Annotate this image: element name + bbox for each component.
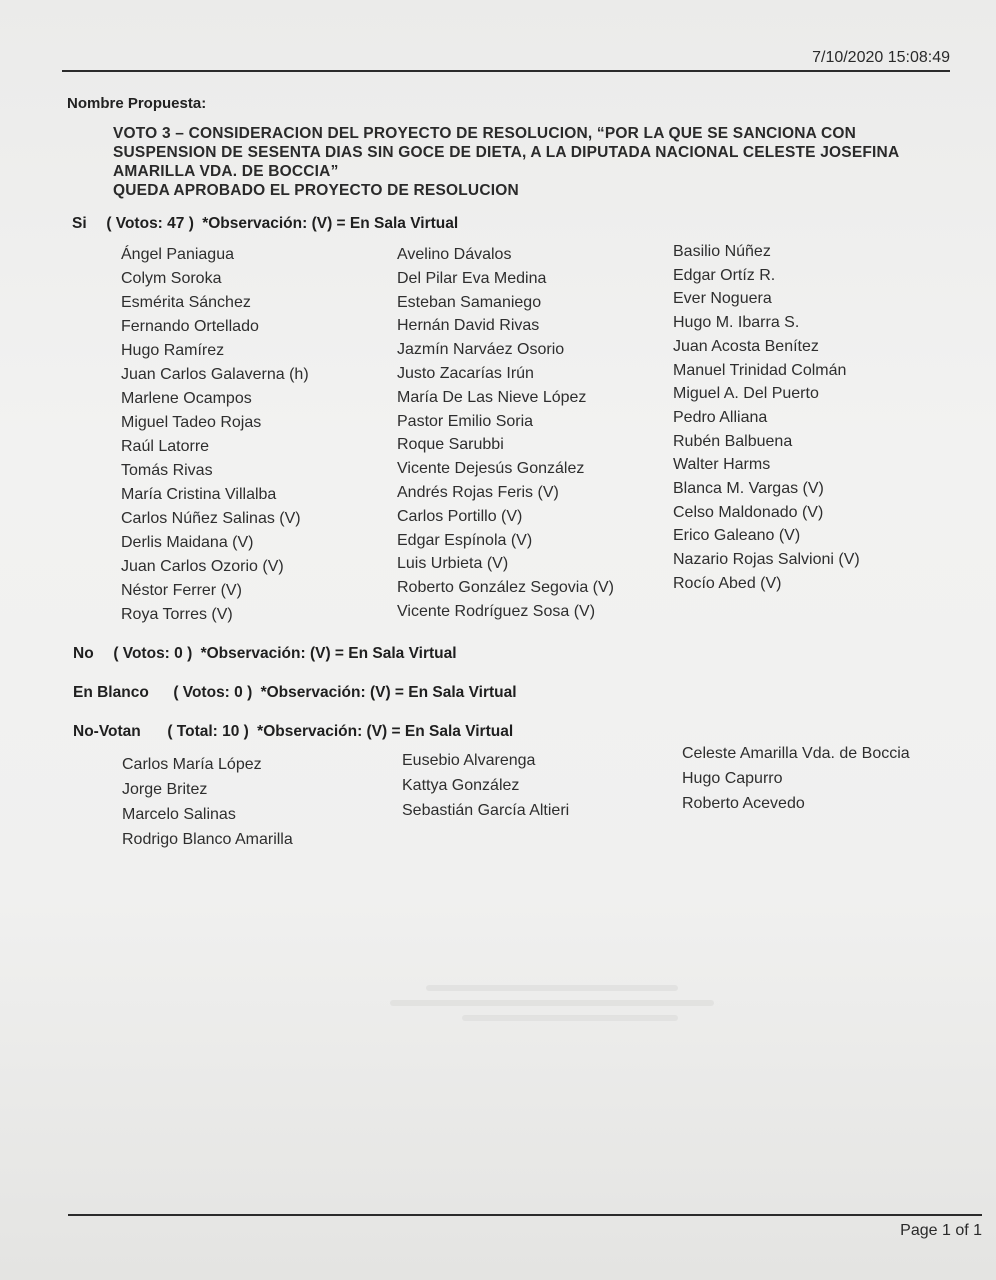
- member-name: Manuel Trinidad Colmán: [673, 361, 847, 379]
- si-observation: *Observación: (V) = En Sala Virtual: [202, 215, 459, 232]
- member-name: Vicente Rodríguez Sosa (V): [397, 602, 596, 620]
- member-name: Hugo Ramírez: [121, 342, 225, 359]
- member-name: Esmérita Sánchez: [121, 294, 251, 311]
- member-name: Juan Acosta Benítez: [673, 337, 819, 355]
- blanco-vote-count: ( Votos: 0 ): [173, 684, 253, 701]
- si-column-3: [673, 240, 860, 596]
- member-name: Roberto González Segovia (V): [397, 579, 614, 597]
- member-name: Jorge Britez: [122, 781, 208, 798]
- member-name: Walter Harms: [673, 456, 771, 474]
- member-name: Eusebio Alvarenga: [402, 752, 536, 769]
- member-name: Carlos María López: [122, 756, 262, 773]
- member-name: Miguel A. Del Puerto: [673, 385, 819, 403]
- member-name: Edgar Espínola (V): [397, 531, 533, 549]
- member-name: Derlis Maidana (V): [121, 534, 254, 551]
- member-name: Marlene Ocampos: [121, 390, 252, 407]
- novotan-label: No-Votan: [73, 723, 141, 740]
- novotan-section-header: [73, 723, 513, 741]
- member-name: Kattya González: [402, 777, 520, 794]
- si-column-2: [397, 243, 614, 624]
- member-name: Ever Noguera: [673, 290, 772, 308]
- blanco-label: En Blanco: [73, 684, 149, 701]
- member-name: Hugo Capurro: [682, 770, 783, 787]
- member-name: María De Las Nieve López: [397, 388, 587, 406]
- no-label: No: [73, 645, 94, 662]
- member-name: Avelino Dávalos: [397, 246, 512, 263]
- member-name: Basilio Núñez: [673, 243, 771, 260]
- member-name: Hernán David Rivas: [397, 317, 540, 335]
- member-name: Blanca M. Vargas (V): [673, 480, 824, 498]
- member-name: Hugo M. Ibarra S.: [673, 314, 800, 332]
- proposal-line: AMARILLA VDA. DE BOCCIA”: [113, 163, 339, 180]
- member-name: Carlos Núñez Salinas (V): [121, 510, 301, 527]
- blanco-section-header: [73, 684, 517, 702]
- proposal-line: VOTO 3 – CONSIDERACION DEL PROYECTO DE RESOLUCION, “POR LA QUE SE SANCIONA CON: [113, 125, 857, 142]
- member-name: Celso Maldonado (V): [673, 503, 824, 521]
- no-observation: *Observación: (V) = En Sala Virtual: [200, 645, 457, 662]
- blanco-observation: *Observación: (V) = En Sala Virtual: [260, 684, 517, 701]
- member-name: Luis Urbieta (V): [397, 555, 509, 573]
- si-section-header: [72, 215, 458, 233]
- member-name: Rocío Abed (V): [673, 574, 782, 592]
- member-name: Roya Torres (V): [121, 606, 233, 623]
- member-name: Carlos Portillo (V): [397, 507, 523, 525]
- no-section-header: [73, 645, 457, 663]
- header-divider: [62, 70, 950, 72]
- member-name: Juan Carlos Ozorio (V): [121, 558, 284, 575]
- footer-divider: [68, 1214, 982, 1216]
- novotan-observation: *Observación: (V) = En Sala Virtual: [257, 723, 514, 740]
- member-name: Tomás Rivas: [121, 462, 213, 479]
- member-name: Nazario Rojas Salvioni (V): [673, 551, 860, 569]
- member-name: Edgar Ortíz R.: [673, 266, 776, 284]
- novotan-column-1: [122, 752, 293, 852]
- member-name: Jazmín Narváez Osorio: [397, 341, 565, 359]
- member-name: Vicente Dejesús González: [397, 460, 585, 478]
- member-name: Juan Carlos Galaverna (h): [121, 366, 309, 383]
- member-name: Miguel Tadeo Rojas: [121, 414, 262, 431]
- member-name: Pedro Alliana: [673, 408, 768, 426]
- member-name: Sebastián García Altieri: [402, 802, 570, 819]
- novotan-total: ( Total: 10 ): [167, 723, 249, 740]
- member-name: Roque Sarubbi: [397, 436, 504, 454]
- member-name: Fernando Ortellado: [121, 318, 259, 335]
- proposal-text: [113, 124, 943, 200]
- member-name: Colym Soroka: [121, 270, 222, 287]
- member-name: María Cristina Villalba: [121, 486, 277, 503]
- si-vote-count: ( Votos: 47 ): [106, 215, 194, 232]
- novotan-column-3: [682, 741, 910, 816]
- member-name: Justo Zacarías Irún: [397, 364, 534, 382]
- member-name: Rubén Balbuena: [673, 432, 793, 450]
- print-timestamp: 7/10/2020 15:08:49: [812, 49, 950, 66]
- member-name: Del Pilar Eva Medina: [397, 269, 547, 287]
- member-name: Néstor Ferrer (V): [121, 582, 242, 599]
- member-name: Erico Galeano (V): [673, 527, 801, 545]
- page-number: Page 1 of 1: [900, 1222, 982, 1239]
- member-name: Celeste Amarilla Vda. de Boccia: [682, 745, 910, 762]
- novotan-column-2: [402, 748, 569, 823]
- faint-signature-stamp: [390, 985, 750, 1035]
- si-column-1: [121, 243, 309, 627]
- proposal-line: SUSPENSION DE SESENTA DIAS SIN GOCE DE DIETA, A LA DIPUTADA NACIONAL CELESTE JOSEFINA: [113, 144, 900, 161]
- member-name: Marcelo Salinas: [122, 806, 236, 823]
- proposal-name-label: Nombre Propuesta:: [67, 95, 207, 112]
- proposal-line: QUEDA APROBADO EL PROYECTO DE RESOLUCION: [113, 182, 519, 199]
- member-name: Ángel Paniagua: [121, 246, 234, 263]
- no-vote-count: ( Votos: 0 ): [113, 645, 193, 662]
- member-name: Rodrigo Blanco Amarilla: [122, 831, 293, 848]
- member-name: Esteban Samaniego: [397, 293, 542, 311]
- member-name: Roberto Acevedo: [682, 795, 805, 812]
- member-name: Andrés Rojas Feris (V): [397, 483, 559, 501]
- member-name: Raúl Latorre: [121, 438, 210, 455]
- member-name: Pastor Emilio Soria: [397, 412, 534, 430]
- si-label: Si: [72, 215, 87, 232]
